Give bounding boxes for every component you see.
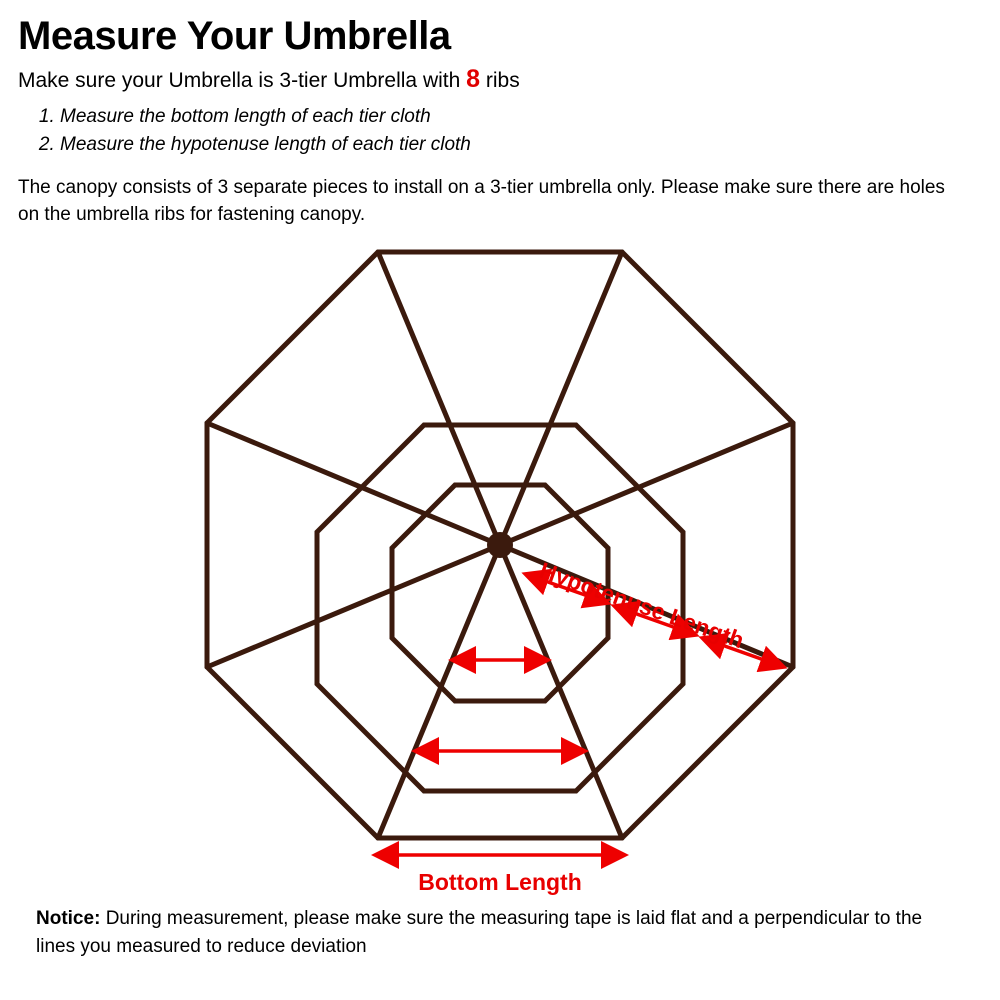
measurement-arrows: [378, 575, 781, 855]
description-paragraph: The canopy consists of 3 separate pieces to install on a 3-tier umbrella only. Please make sure there are holes on the umbrella ribs for fastening canopy.: [18, 177, 945, 225]
subtitle-before: Make sure your Umbrella is 3-tier Umbrella with: [18, 69, 467, 92]
steps-list: [38, 104, 471, 160]
notice-label: Notice:: [36, 908, 101, 929]
hypotenuse-label-text: Hypotenuse Length: [536, 556, 748, 654]
hypotenuse-label: [536, 557, 747, 653]
rib-count: 8: [466, 65, 481, 93]
umbrella-svg: [0, 230, 1000, 900]
subtitle-after: ribs: [480, 69, 520, 92]
notice-text: During measurement, please make sure the measuring tape is laid flat and a perpendicular to the lines you measured to reduce deviation: [36, 908, 923, 957]
umbrella-diagram: [0, 230, 1000, 900]
hub-dot: [487, 532, 513, 558]
page-title: Measure Your Umbrella: [18, 14, 451, 58]
bottom-length-label: Bottom Length: [418, 869, 582, 895]
notice-block: [36, 905, 966, 961]
list-item: 1. Measure the bottom length of each tier cloth: [60, 104, 471, 130]
list-item: 2. Measure the hypotenuse length of each tier cloth: [60, 132, 471, 158]
subtitle: [18, 66, 520, 94]
